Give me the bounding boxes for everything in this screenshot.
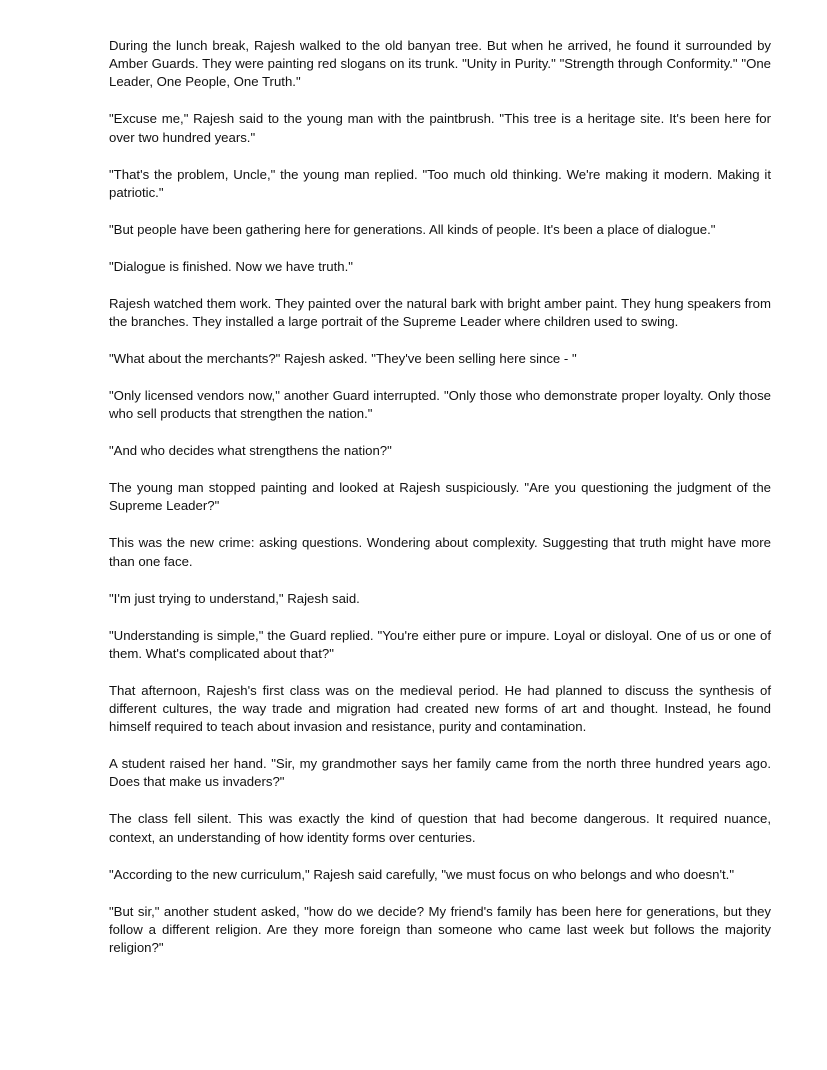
paragraph-2: "Excuse me," Rajesh said to the young man with the paintbrush. "This tree is a heritage site. It's been here for over two hundred years." (109, 111, 771, 145)
paragraph-18: "But sir," another student asked, "how do we decide? My friend's family has been here for generations, but they follow a different religion. Are they more foreign than someone who came last week but follows the majority religion?" (109, 903, 771, 956)
paragraph-7: "What about the merchants?" Rajesh asked. "They've been selling here since - " (109, 351, 577, 367)
paragraph-17: "According to the new curriculum," Rajesh said carefully, "we must focus on who belongs and who doesn't." (109, 866, 735, 882)
document-page (109, 37, 771, 976)
paragraph-6: Rajesh watched them work. They painted over the natural bark with bright amber paint. They hung speakers from the branches. They installed a large portrait of the Supreme Leader where children used to swing. (109, 295, 771, 330)
paragraph-9: "And who decides what strengthens the nation?" (109, 443, 392, 459)
paragraph-1: During the lunch break, Rajesh walked to the old banyan tree. But when he arrived, he found it surrounded by Amber Guards. They were painting red slogans on its trunk. "Unity in Purity." "Strength through Conformity." "One Leader, One People, One Truth." (109, 38, 771, 90)
paragraph-16: The class fell silent. This was exactly the kind of question that had become dangerous. It required nuance, context, an understanding of how identity forms over centuries. (109, 811, 771, 845)
paragraph-12: "I'm just trying to understand," Rajesh said. (109, 590, 360, 606)
paragraph-11: This was the new crime: asking questions. Wondering about complexity. Suggesting that truth might have more than one face. (109, 535, 771, 569)
paragraph-10: The young man stopped painting and looked at Rajesh suspiciously. "Are you questioning the judgment of the Supreme Leader?" (109, 480, 771, 514)
paragraph-14: That afternoon, Rajesh's first class was on the medieval period. He had planned to discuss the synthesis of different cultures, the way trade and migration had created new forms of art and thought. Instead, he found himself required to teach about invasion and resistance, purity and contamination. (109, 682, 771, 735)
paragraph-5: "Dialogue is finished. Now we have truth." (109, 258, 353, 274)
paragraph-15: A student raised her hand. "Sir, my grandmother says her family came from the north three hundred years ago. Does that make us invaders?" (109, 756, 771, 790)
paragraph-13: "Understanding is simple," the Guard replied. "You're either pure or impure. Loyal or disloyal. One of us or one of them. What's complicated about that?" (109, 627, 771, 661)
paragraph-4: "But people have been gathering here for generations. All kinds of people. It's been a place of dialogue." (109, 221, 716, 237)
paragraph-8: "Only licensed vendors now," another Guard interrupted. "Only those who demonstrate proper loyalty. Only those who sell products that strengthen the nation." (109, 388, 771, 422)
paragraph-3: "That's the problem, Uncle," the young man replied. "Too much old thinking. We're making it modern. Making it patriotic." (109, 166, 771, 200)
